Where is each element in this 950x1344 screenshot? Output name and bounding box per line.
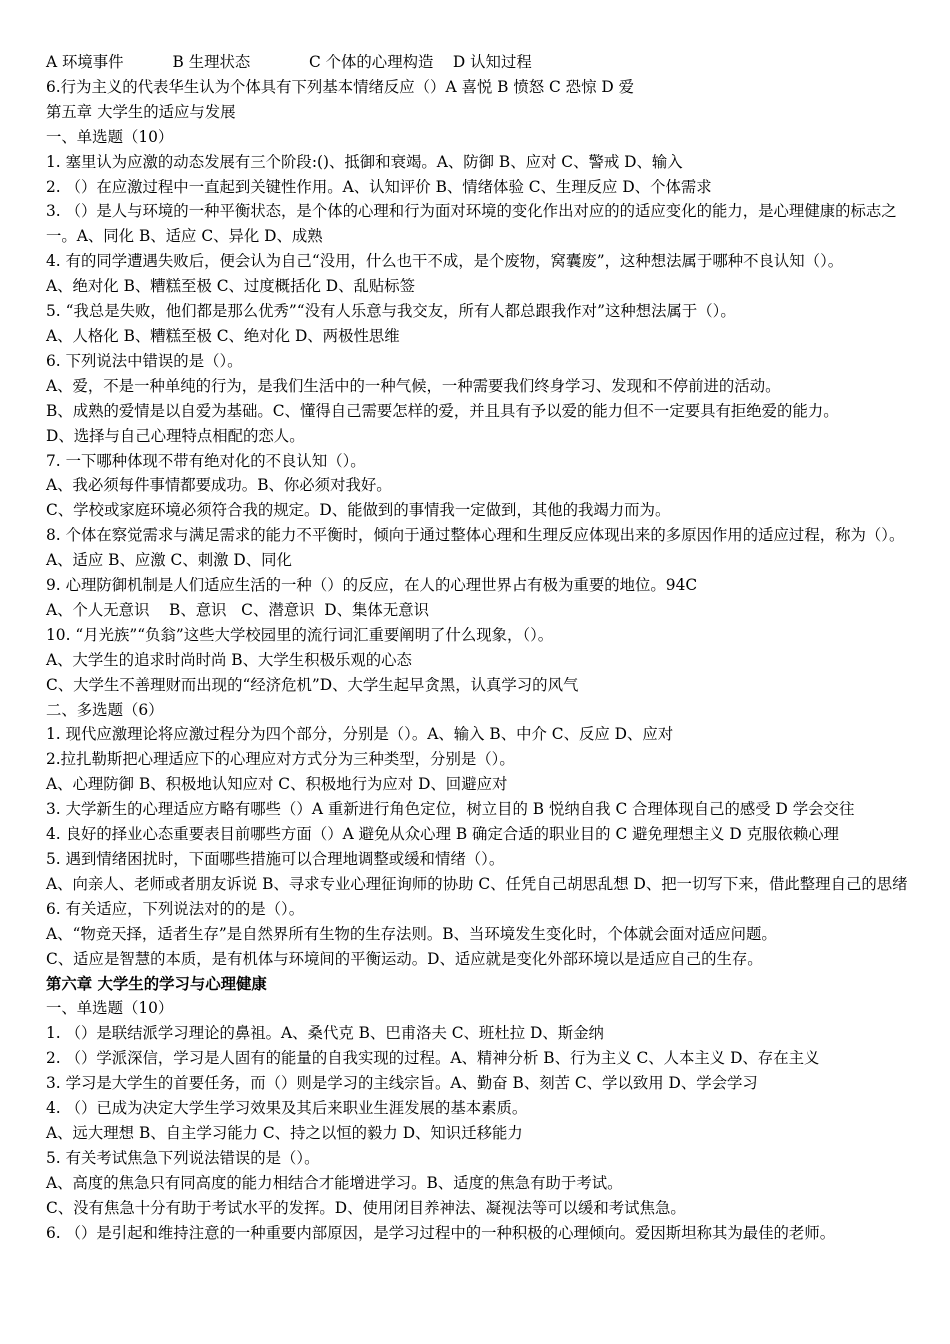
text-line: A、绝对化 B、糟糕至极 C、过度概括化 D、乱贴标签 xyxy=(46,277,416,296)
text-line: 6. 下列说法中错误的是（）。 xyxy=(46,351,243,370)
text-line: 4. 良好的择业心态重要表目前哪些方面（）A 避免从众心理 B 确定合适的职业目的 C 避免理想主义 D 克服依赖心理 xyxy=(46,825,839,844)
text-line: A、高度的焦急只有同高度的能力相结合才能增进学习。B、适度的焦急有助于考试。 xyxy=(46,1173,623,1192)
text-line: 5. 遇到情绪困扰时，下面哪些措施可以合理地调整或缓和情绪（）。 xyxy=(46,850,505,868)
text-line: A、“物竞天择，适者生存”是自然界所有生物的生存法则。B、当环境发生变化时，个体就会面对适应问题。 xyxy=(46,924,777,943)
text-line: C、没有焦急十分有助于考试水平的发挥。D、使用闭目养神法、凝视法等可以缓和考试焦急。 xyxy=(46,1198,686,1217)
text-line: 6.行为主义的代表华生认为个体具有下列基本情绪反应（）A 喜悦 B 愤怒 C 恐惊 D 爱 xyxy=(46,77,634,96)
text-line: 一、单选题（10） xyxy=(46,999,174,1018)
text-line: 一、单选题（10） xyxy=(46,127,174,146)
text-line: 第五章 大学生的适应与发展 xyxy=(46,102,236,121)
text-line: B、成熟的爱情是以自爱为基础。C、懂得自己需要怎样的爱，并且具有予以爱的能力但不一定要具有拒绝爱的能力。 xyxy=(46,401,839,420)
text-line: 1. 现代应激理论将应激过程分为四个部分，分别是（）。A、输入 B、中介 C、反应 D、应对 xyxy=(46,725,674,744)
text-line: 1. 塞里认为应激的动态发展有三个阶段:()、抵御和衰竭。A、防御 B、应对 C、警戒 D、输入 xyxy=(46,152,683,171)
text-line: A、爱，不是一种单纯的行为，是我们生活中的一种气候，一种需要我们终身学习、发现和不停前进的活动。 xyxy=(46,376,781,395)
text-line: A 环境事件 B 生理状态 C 个体的心理构造 D 认知过程 xyxy=(46,53,532,71)
text-line: 3. 学习是大学生的首要任务，而（）则是学习的主线宗旨。A、勤奋 B、刻苦 C、学以致用 D、学会学习 xyxy=(46,1074,758,1093)
text-line: 9. 心理防御机制是人们适应生活的一种（）的反应，在人的心理世界占有极为重要的地位。94C xyxy=(46,576,698,595)
text-line: 7. 一下哪种体现不带有绝对化的不良认知（）。 xyxy=(46,451,366,470)
text-line: A、心理防御 B、积极地认知应对 C、积极地行为应对 D、回避应对 xyxy=(46,775,508,794)
text-line: 10. “月光族”“负翁”这些大学校园里的流行词汇重要阐明了什么现象，（）。 xyxy=(46,625,554,644)
text-line: 5. 有关考试焦急下列说法错误的是（）。 xyxy=(46,1148,320,1167)
text-line: C、学校或家庭环境必须符合我的规定。D、能做到的事情我一定做到，其他的我竭力而为。 xyxy=(46,501,671,520)
text-line: A、人格化 B、糟糕至极 C、绝对化 D、两极性思维 xyxy=(46,326,400,345)
text-line: 第六章 大学生的学习与心理健康 xyxy=(46,974,267,993)
text-line: 4. （）已成为决定大学生学习效果及其后来职业生涯发展的基本素质。 xyxy=(46,1099,528,1118)
text-line: D、选择与自己心理特点相配的恋人。 xyxy=(46,426,305,445)
text-line: C、大学生不善理财而出现的“经济危机”D、大学生起早贪黑，认真学习的风气 xyxy=(46,675,579,694)
text-line: 5. “我总是失败，他们都是那么优秀”“没有人乐意与我交友，所有人都总跟我作对”这种想法属于（）。 xyxy=(46,302,736,321)
text-line: 3. 大学新生的心理适应方略有哪些（）A 重新进行角色定位，树立目的 B 悦纳自我 C 合理体现自己的感受 D 学会交往 xyxy=(46,800,855,819)
text-line: 8. 个体在察觉需求与满足需求的能力不平衡时，倾向于通过整体心理和生理反应体现出来的多原因作用的适应过程，称为（）。A、适应 B、应激 C、刺激 D、同化 xyxy=(46,526,905,570)
text-line: 4. 有的同学遭遇失败后，便会认为自己“没用，什么也干不成，是个废物，窝囊废”，这种想法属于哪种不良认知（）。 xyxy=(46,252,844,271)
text-line: 2. （）在应激过程中一直起到关键性作用。A、认知评价 B、情绪体验 C、生理反应 D、个体需求 xyxy=(46,177,712,196)
text-line: 6. （）是引起和维持注意的一种重要内部原因，是学习过程中的一种积极的心理倾向。爱因斯坦称其为最佳的老师。 xyxy=(46,1223,836,1242)
text-line: 3. （）是人与环境的一种平衡状态，是个体的心理和行为面对环境的变化作出对应的的适应变化的能力，是心理健康的标志之一。A、同化 B、适应 C、异化 D、成熟 xyxy=(46,202,897,246)
text-line: 二、多选题（6） xyxy=(46,700,164,719)
text-line: A、个人无意识 B、意识 C、潜意识 D、集体无意识 xyxy=(46,600,429,619)
text-line: 6. 有关适应，下列说法对的的是（）。 xyxy=(46,899,305,918)
text-line: 2. （）学派深信，学习是人固有的能量的自我实现的过程。A、精神分析 B、行为主义 C、人本主义 D、存在主义 xyxy=(46,1049,820,1068)
text-line: 2.拉扎勒斯把心理适应下的心理应对方式分为三种类型，分别是（）。 xyxy=(46,750,515,769)
text-line: A、向亲人、老师或者朋友诉说 B、寻求专业心理征询师的协助 C、任凭自己胡思乱想 D、把一切写下来，借此整理自己的思绪 xyxy=(46,874,908,893)
text-line: A、大学生的追求时尚时尚 B、大学生积极乐观的心态 xyxy=(46,650,412,669)
text-line: C、适应是智慧的本质，是有机体与环境间的平衡运动。D、适应就是变化外部环境以是适应自己的生存。 xyxy=(46,949,763,968)
text-line: A、我必须每件事情都要成功。B、你必须对我好。 xyxy=(46,476,392,495)
document-body xyxy=(46,50,912,1246)
text-line: A、远大理想 B、自主学习能力 C、持之以恒的毅力 D、知识迁移能力 xyxy=(46,1123,523,1142)
text-line: 1. （）是联结派学习理论的鼻祖。A、桑代克 B、巴甫洛夫 C、班杜拉 D、斯金纳 xyxy=(46,1024,604,1043)
